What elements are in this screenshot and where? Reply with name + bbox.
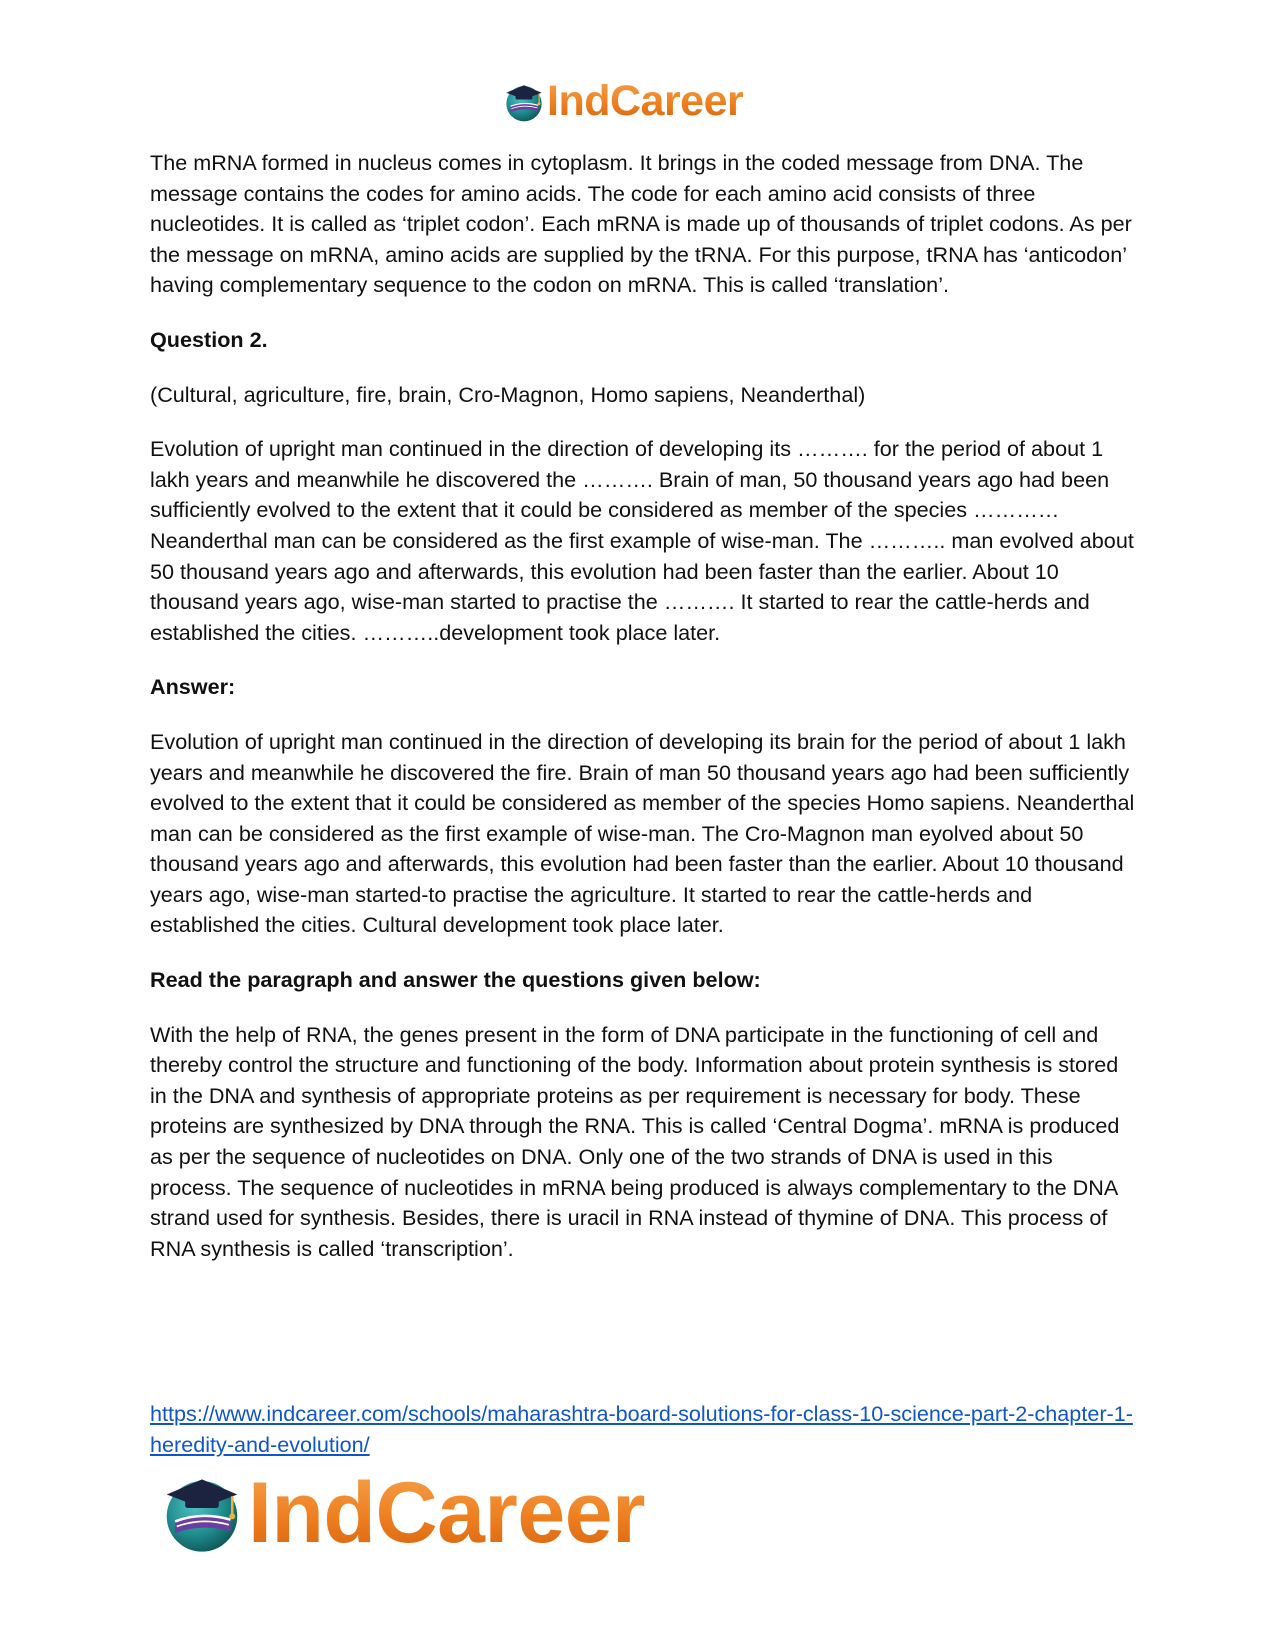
paragraph-mrna-translation: The mRNA formed in nucleus comes in cytoplasm. It brings in the coded message from DNA. The message contains the codes for amino acids. The code for each amino acid consists of three nucleotides. It is called as ‘triplet codon’. Each mRNA is made up of thousands of triplet codons. As per the message on mRNA, amino acids are supplied by the tRNA. For this purpose, tRNA has ‘anticodon’ having complementary sequence to the codon on mRNA. This is called ‘translation’. xyxy=(150,150,1132,298)
graduation-cap-book-globe-icon xyxy=(160,1471,244,1555)
source-link[interactable]: https://www.indcareer.com/schools/maharashtra-board-solutions-for-class-10-science-part-2-chapter-1-heredity-and-evolution/ xyxy=(150,1401,1133,1457)
word-options: (Cultural, agriculture, fire, brain, Cro-Magnon, Homo sapiens, Neanderthal) xyxy=(150,381,866,407)
question-text: Evolution of upright man continued in the direction of developing its ………. for the period of about 1 lakh years and meanwhile he discovered the ………. Brain of man, 50 thousand years ago had been sufficiently evolved to the extent that it could be considered as member of the species ………… Neanderthal man can be considered as the first example of wise-man. The ……….. man evolved about 50 thousand years ago and afterwards, this evolution had been faster than the earlier. About 10 thousand years ago, wise-man started to practise the ………. It started to rear the cattle-herds and established the cities. ………..development took place later. xyxy=(150,436,1134,645)
answer-heading: Answer: xyxy=(150,674,236,700)
logo-wordmark: IndCareer xyxy=(547,77,744,125)
read-paragraph-heading: Read the paragraph and answer the questions given below: xyxy=(150,967,761,993)
paragraph-rna-transcription: With the help of RNA, the genes present in the form of DNA participate in the functioning of cell and thereby control the structure and functioning of the body. Information about protein synthesis is stored in the DNA and synthesis of appropriate proteins as per requirement is necessary for body. These proteins are synthesized by DNA through the RNA. This is called ‘Central Dogma’. mRNA is produced as per the sequence of nucleotides on DNA. Only one of the two strands of DNA is used in this process. The sequence of nucleotides in mRNA being produced is always complementary to the DNA strand used for synthesis. Besides, there is uracil in RNA instead of thymine of DNA. This process of RNA synthesis is called ‘transcription’. xyxy=(150,1021,1120,1261)
answer-text: Evolution of upright man continued in the direction of developing its brain for the period of about 1 lakh years and meanwhile he discovered the fire. Brain of man 50 thousand years ago had been sufficiently evolved to the extent that it could be considered as member of the species Homo sapiens. Neanderthal man can be considered as the first example of wise-man. The Cro-Magnon man eyolved about 50 thousand years ago and afterwards, this evolution had been faster than the earlier. About 10 thousand years ago, wise-man started-to practise the agriculture. It started to rear the cattle-herds and established the cities. Cultural development took place later. xyxy=(150,728,1135,938)
question-heading: Question 2. xyxy=(150,326,268,352)
header-logo xyxy=(503,77,744,125)
footer-logo xyxy=(160,1465,645,1561)
document-body xyxy=(150,148,1135,1264)
graduation-cap-book-globe-icon xyxy=(503,81,545,123)
logo-wordmark: IndCareer xyxy=(248,1465,645,1561)
